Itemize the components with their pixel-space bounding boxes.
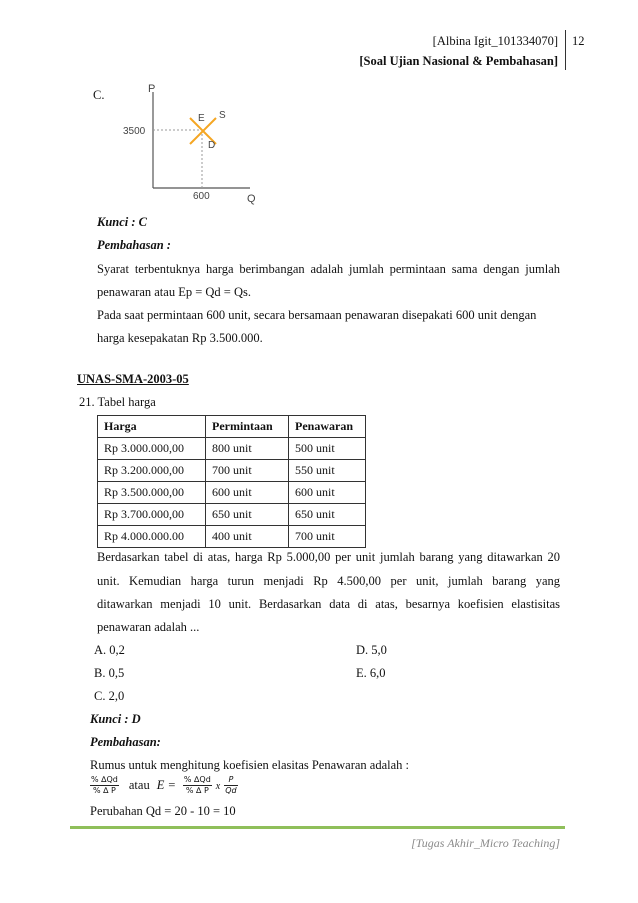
elasticity-formula [90, 775, 238, 801]
axis-y-label: P [148, 83, 156, 95]
table-row [98, 482, 366, 504]
option-a: A. 0,2 [94, 643, 125, 657]
fraction-3 [224, 775, 237, 796]
table-cell: 400 unit [206, 526, 289, 548]
pembahasan-1-line4: harga kesepakatan Rp 3.500.000. [97, 331, 263, 345]
fraction-1 [90, 775, 119, 796]
table-row [98, 526, 366, 548]
fraction-denominator: % ∆ P [185, 786, 209, 795]
option-c-label: C. [93, 88, 105, 102]
section-heading: UNAS-SMA-2003-05 [77, 372, 189, 386]
pembahasan-1-line1: Syarat terbentuknya harga berimbangan adalah jumlah permintaan sama dengan jumlah [97, 262, 560, 276]
option-b: B. 0,5 [94, 666, 125, 680]
perubahan-qd: Perubahan Qd = 20 - 10 = 10 [90, 804, 236, 818]
price-table [97, 415, 366, 548]
option-c: C. 2,0 [94, 689, 125, 703]
table-cell: Rp 3.200.000,00 [98, 460, 206, 482]
price-label: 3500 [123, 126, 146, 137]
table-cell: 650 unit [289, 504, 366, 526]
header-divider [565, 30, 566, 70]
table-cell: 700 unit [289, 526, 366, 548]
kunci-d: Kunci : D [90, 712, 141, 726]
label-s: S [219, 110, 226, 121]
formula-times: x [215, 781, 221, 793]
question-21: 21. Tabel harga [79, 395, 156, 409]
label-e: E [198, 113, 205, 124]
table-cell: 500 unit [289, 438, 366, 460]
pembahasan-1-line2: penawaran atau Ep = Qd = Qs. [97, 285, 251, 299]
axis-x-label: Q [247, 193, 256, 205]
kunci-c: Kunci : C [97, 215, 148, 229]
fraction-2 [183, 775, 212, 796]
table-cell: 600 unit [289, 482, 366, 504]
table-row [98, 438, 366, 460]
header-author: [Albina Igit_101334070] [432, 34, 558, 48]
question-body-line2: unit. Kemudian harga turun menjadi Rp 4.500,00 per unit, jumlah barang yang [97, 574, 560, 588]
table-cell: 600 unit [206, 482, 289, 504]
pembahasan-1: Pembahasan : [97, 238, 171, 252]
table-cell: Rp 3.500.000,00 [98, 482, 206, 504]
question-body-line1: Berdasarkan tabel di atas, harga Rp 5.000,00 per unit jumlah barang yang ditawarkan 20 [97, 550, 560, 564]
table-cell: 650 unit [206, 504, 289, 526]
table-row [98, 460, 366, 482]
formula-atau: atau [128, 778, 150, 793]
footer-divider [70, 826, 565, 829]
label-d: D [208, 140, 216, 151]
fraction-numerator: % ∆Qd [183, 775, 211, 784]
rumus-text: Rumus untuk menghitung koefisien elasitas Penawaran adalah : [90, 758, 410, 772]
table-header: Permintaan [206, 416, 289, 438]
formula-lhs: E = [156, 778, 176, 793]
table-cell: Rp 3.700.000,00 [98, 504, 206, 526]
footer-text: [Tugas Akhir_Micro Teaching] [411, 836, 560, 850]
fraction-numerator: P [224, 775, 237, 786]
table-header-row [98, 416, 366, 438]
page-number: 12 [572, 34, 585, 48]
table-cell: 700 unit [206, 460, 289, 482]
option-e: E. 6,0 [356, 666, 386, 680]
fraction-denominator: Qd [225, 786, 237, 795]
table-header: Penawaran [289, 416, 366, 438]
table-cell: 550 unit [289, 460, 366, 482]
table-cell: Rp 4.000.000.00 [98, 526, 206, 548]
pembahasan-1-line3: Pada saat permintaan 600 unit, secara bersamaan penawaran disepakati 600 unit dengan [97, 308, 537, 322]
quantity-label: 600 [193, 191, 210, 202]
fraction-numerator: % ∆Qd [91, 775, 118, 784]
table-header: Harga [98, 416, 206, 438]
fraction-denominator: % ∆ P [93, 786, 116, 795]
question-body-line3: ditawarkan menjadi 10 unit. Berdasarkan data di atas, besarnya koefisien elastisitas [97, 597, 560, 611]
pembahasan-2: Pembahasan: [90, 735, 161, 749]
table-cell: Rp 3.000.000,00 [98, 438, 206, 460]
header-title: [Soal Ujian Nasional & Pembahasan] [359, 54, 558, 68]
option-d: D. 5,0 [356, 643, 387, 657]
table-cell: 800 unit [206, 438, 289, 460]
question-body-line4: penawaran adalah ... [97, 620, 200, 634]
supply-demand-chart [120, 78, 270, 210]
table-row [98, 504, 366, 526]
